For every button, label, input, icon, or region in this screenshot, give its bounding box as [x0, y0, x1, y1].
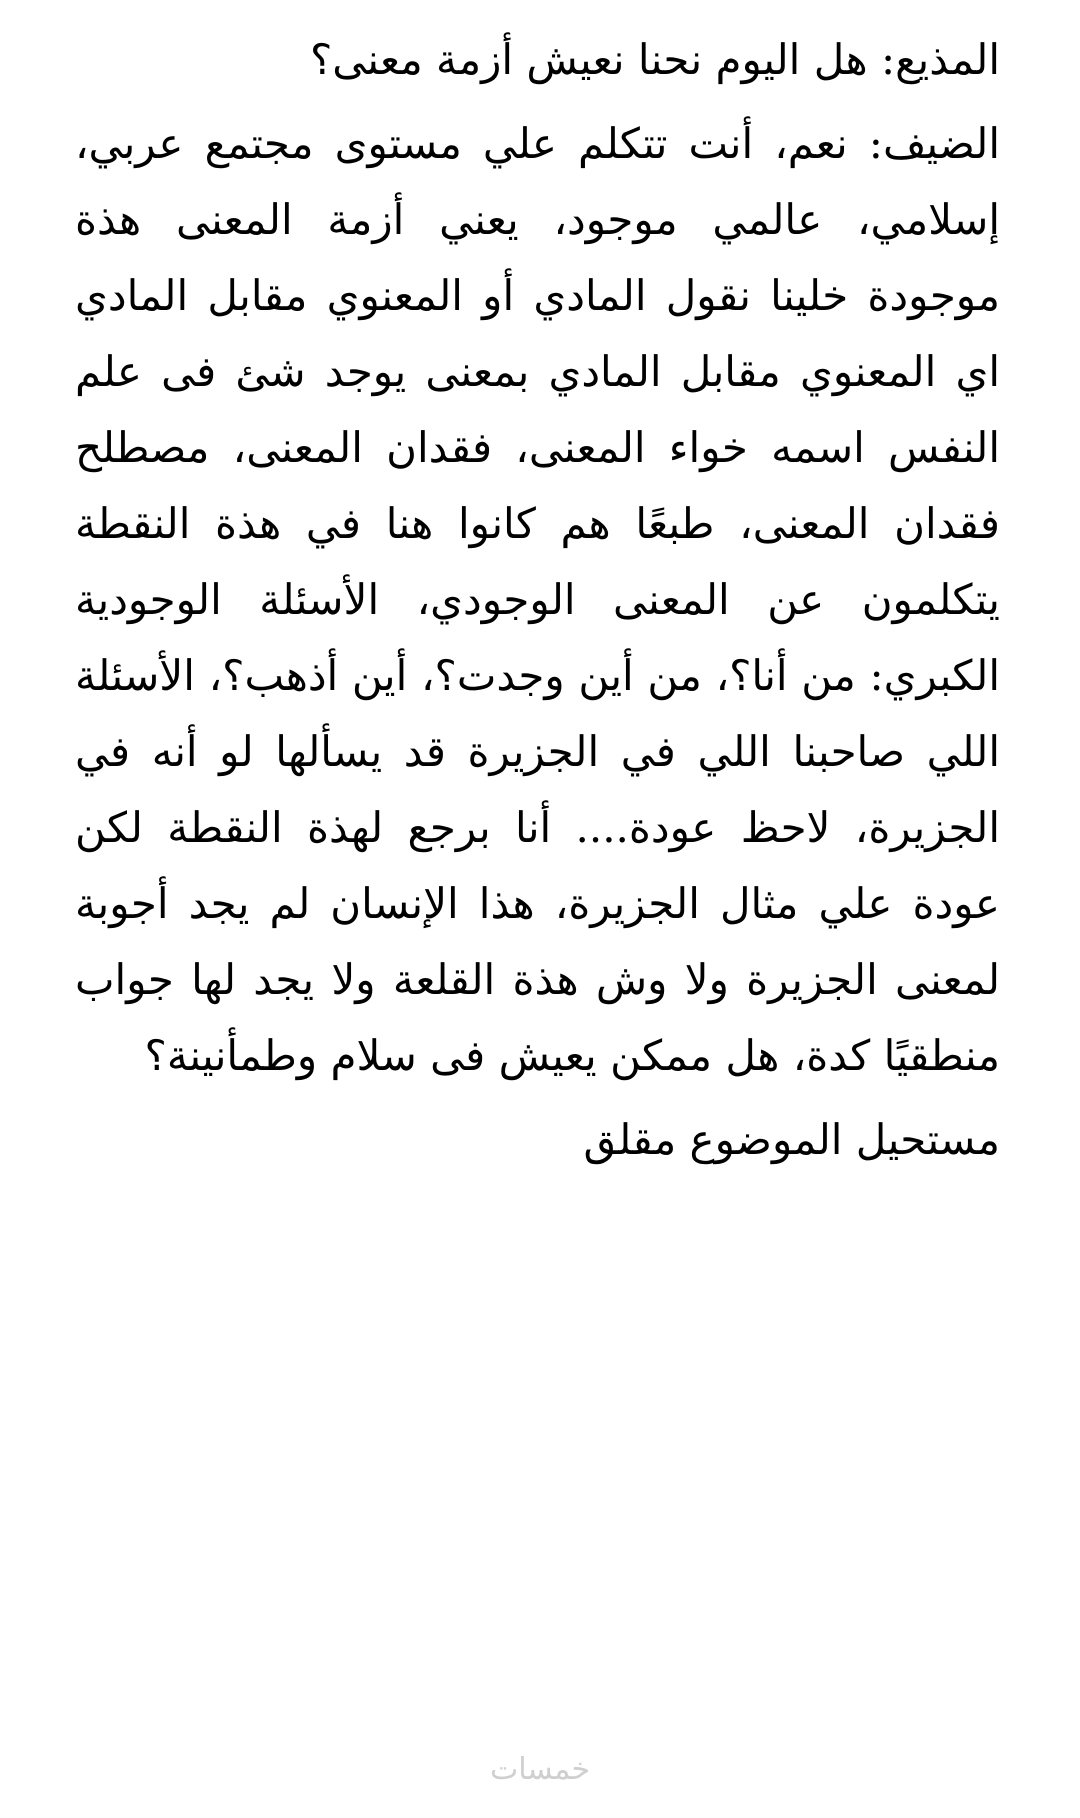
- guest-answer-paragraph: الضيف: نعم، أنت تتكلم علي مستوى مجتمع عربي، إسلامي، عالمي موجود، يعني أزمة المعنى هذة موجودة خلينا نقول المادي أو المعنوي مقابل المادي اي المعنوي مقابل المادي بمعنى يوجد شئ فى علم النفس اسمه خواء المعنى، فقدان المعنى، مصطلح فقدان المعنى، طبعًا هم كانوا هنا في هذة النقطة يتكلمون عن المعنى الوجودي، الأسئلة الوجودية الكبري: من أنا؟، من أين وجدت؟، أين أذهب؟، الأسئلة اللي صاحبنا اللي في الجزيرة قد يسألها لو أنه في الجزيرة، لاحظ عودة.... أنا برجع لهذة النقطة لكن عودة علي مثال الجزيرة، هذا الإنسان لم يجد أجوبة لمعنى الجزيرة ولا وش هذة القلعة ولا يجد لها جواب منطقيًا كدة، هل ممكن يعيش فى سلام وطمأنينة؟: [75, 119, 1000, 1080]
- host-question-paragraph: المذيع: هل اليوم نحنا نعيش أزمة معنى؟: [309, 35, 1000, 84]
- closing-paragraph: مستحيل الموضوع مقلق: [583, 1115, 1000, 1164]
- transcript-body: [75, 22, 1000, 1178]
- khamsat-watermark: خمسات: [489, 1752, 591, 1787]
